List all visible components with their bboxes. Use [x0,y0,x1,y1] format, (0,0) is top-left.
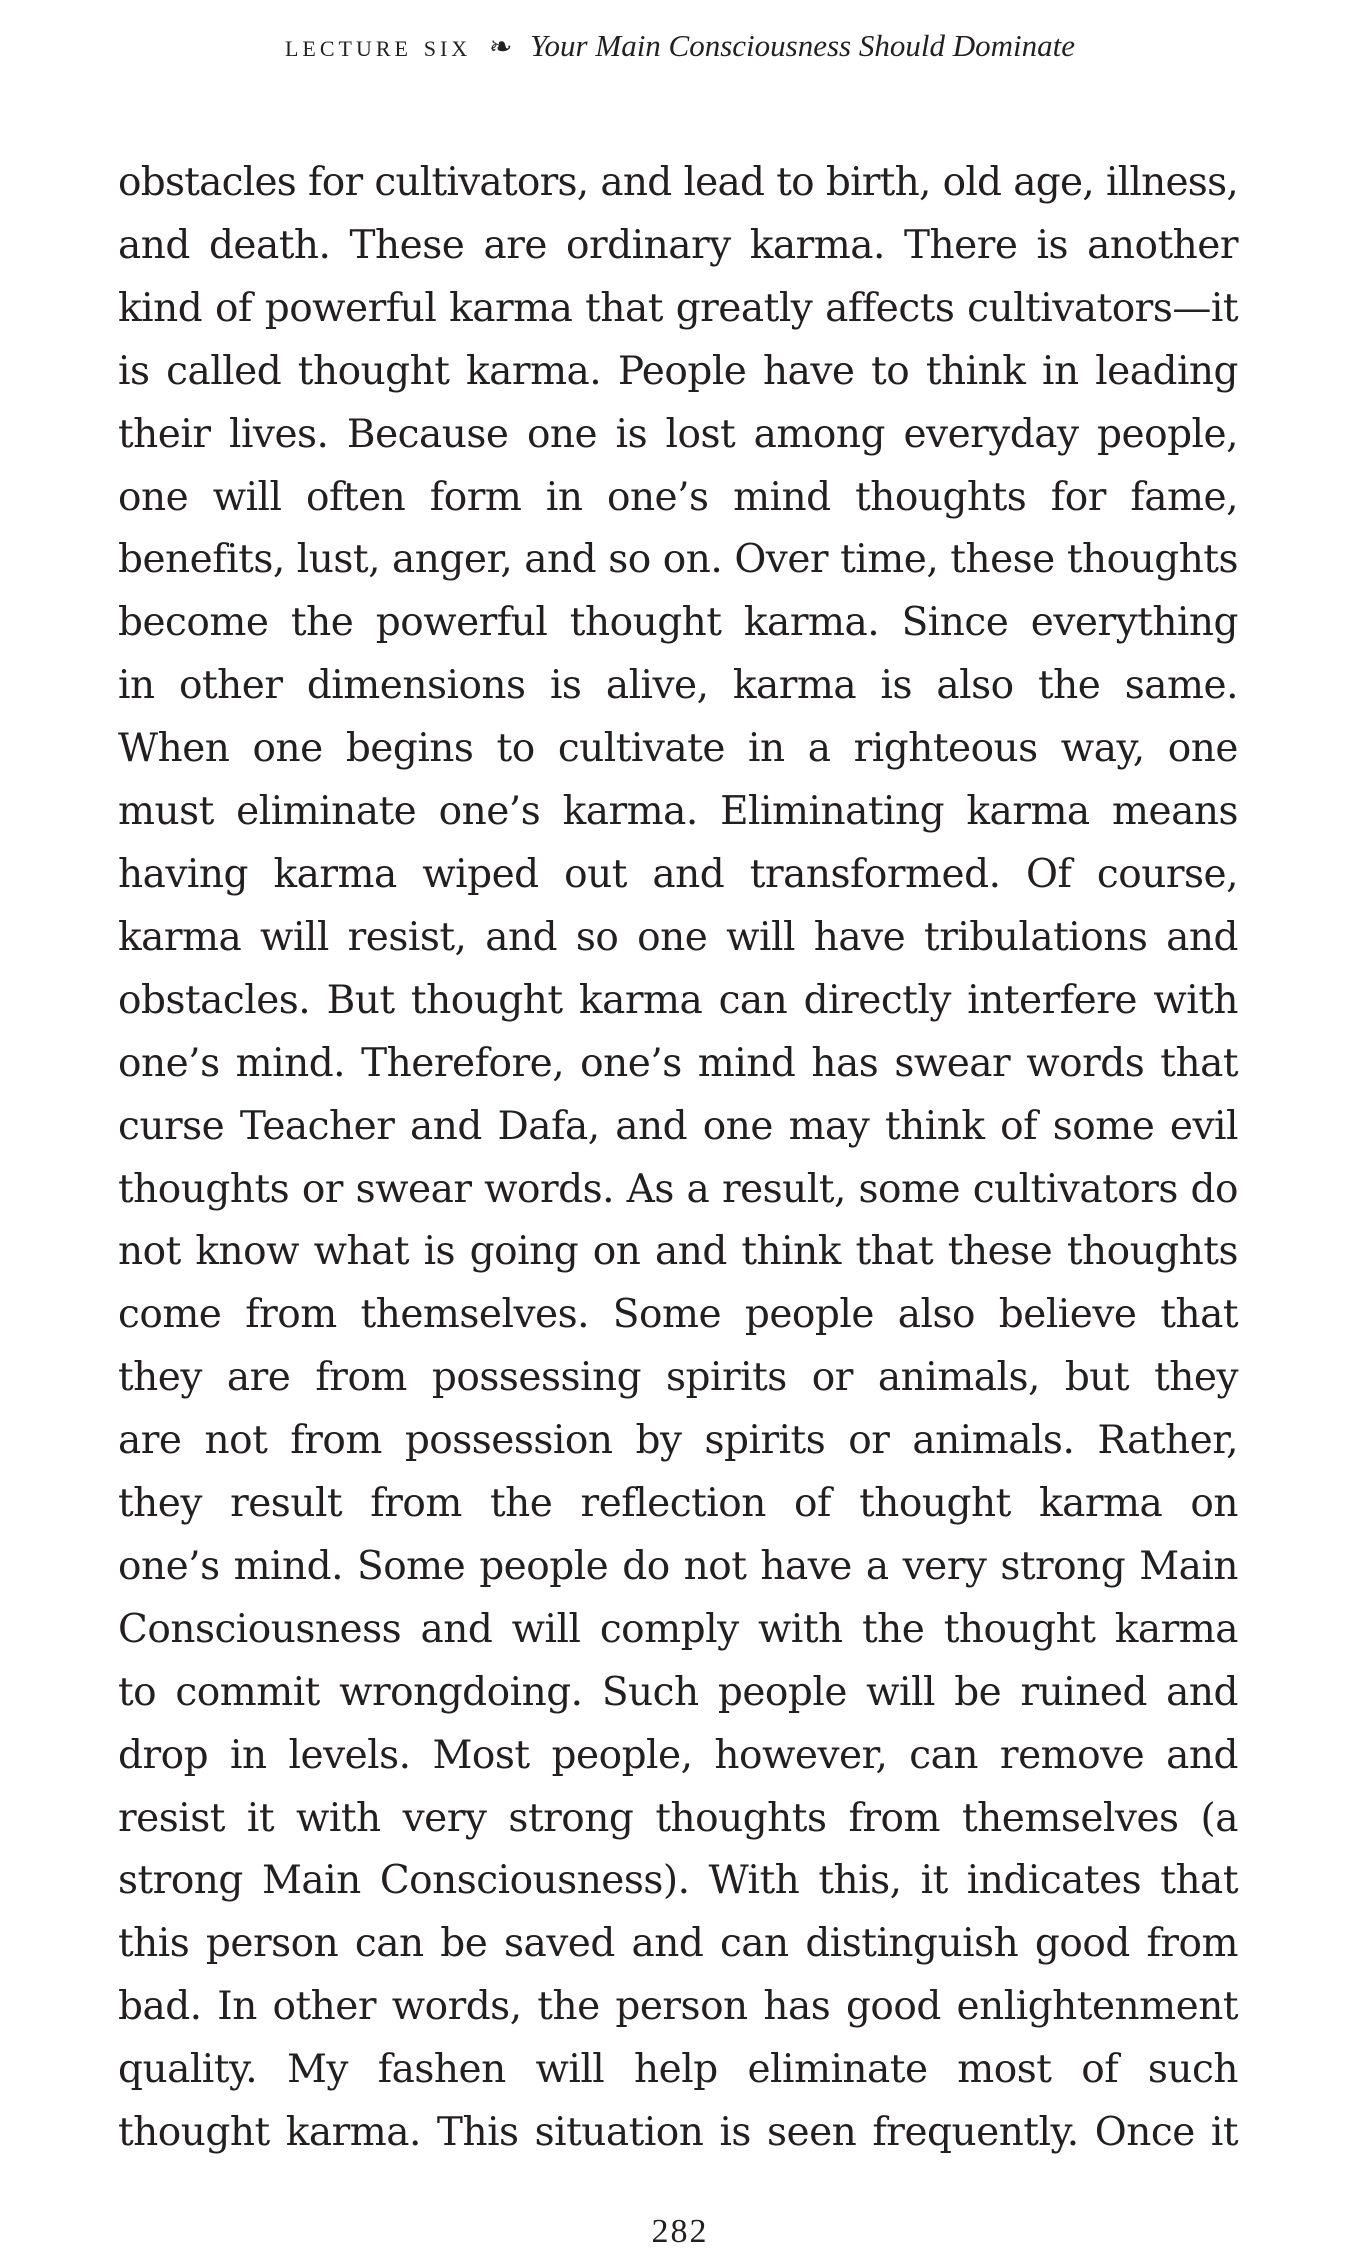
text-line: When one begins to cultivate in a righteous way, one [118,726,1238,772]
text-line: thought karma. This situation is seen frequently. Once it [118,2110,1238,2156]
text-line: obstacles for cultivators, and lead to birth, old age, illness, [118,160,1238,205]
text-line: not know what is going on and think that these thoughts [118,1229,1238,1275]
text-line: they result from the reflection of thought karma on [118,1481,1238,1527]
text-line: are not from possession by spirits or animals. Rather, [118,1418,1238,1464]
leaf-ornament-icon: ❧ [488,32,513,63]
text-line: and death. These are ordinary karma. There is another [118,222,1238,268]
text-line: obstacles. But thought karma can directly interfere with [118,977,1238,1023]
text-line: must eliminate one’s karma. Eliminating karma means [118,789,1238,835]
text-line: Consciousness and will comply with the thought karma [118,1606,1238,1652]
text-line: benefits, lust, anger, and so on. Over time, these thoughts [118,537,1238,583]
text-line: drop in levels. Most people, however, can remove and [118,1732,1238,1778]
text-line: is called thought karma. People have to think in leading [118,348,1238,394]
text-line: curse Teacher and Dafa, and one may think of some evil [118,1103,1238,1149]
text-line: one’s mind. Therefore, one’s mind has swear words that [118,1040,1238,1086]
text-line: their lives. Because one is lost among everyday people, [118,411,1238,457]
chapter-title: Your Main Consciousness Should Dominate [530,28,1075,63]
text-line: one’s mind. Some people do not have a very strong Main [118,1543,1238,1589]
running-head [0,26,1360,68]
text-line: having karma wiped out and transformed. Of course, [118,851,1238,897]
text-line: kind of powerful karma that greatly affects cultivators—it [118,285,1238,331]
text-line: come from themselves. Some people also believe that [118,1292,1238,1338]
text-line: quality. My fashen will help eliminate most of such [118,2047,1238,2093]
page-number: 282 [651,2213,709,2250]
text-line: to commit wrongdoing. Such people will be ruined and [118,1669,1238,1715]
text-line: resist it with very strong thoughts from themselves (a [118,1795,1238,1841]
text-line: this person can be saved and can distinguish good from [118,1921,1238,1967]
text-line: bad. In other words, the person has good enlightenment [118,1984,1238,2030]
text-line: one will often form in one’s mind thoughts for fame, [118,474,1238,520]
text-line: they are from possessing spirits or animals, but they [118,1355,1238,1401]
text-line: strong Main Consciousness). With this, it indicates that [118,1858,1238,1904]
body-text [118,152,1238,2165]
text-line: karma will resist, and so one will have tribulations and [118,914,1238,960]
lecture-label: lecture six [284,28,472,63]
text-line: become the powerful thought karma. Since everything [118,600,1238,646]
text-line: thoughts or swear words. As a result, some cultivators do [118,1166,1238,1212]
text-line: in other dimensions is alive, karma is also the same. [118,663,1238,709]
